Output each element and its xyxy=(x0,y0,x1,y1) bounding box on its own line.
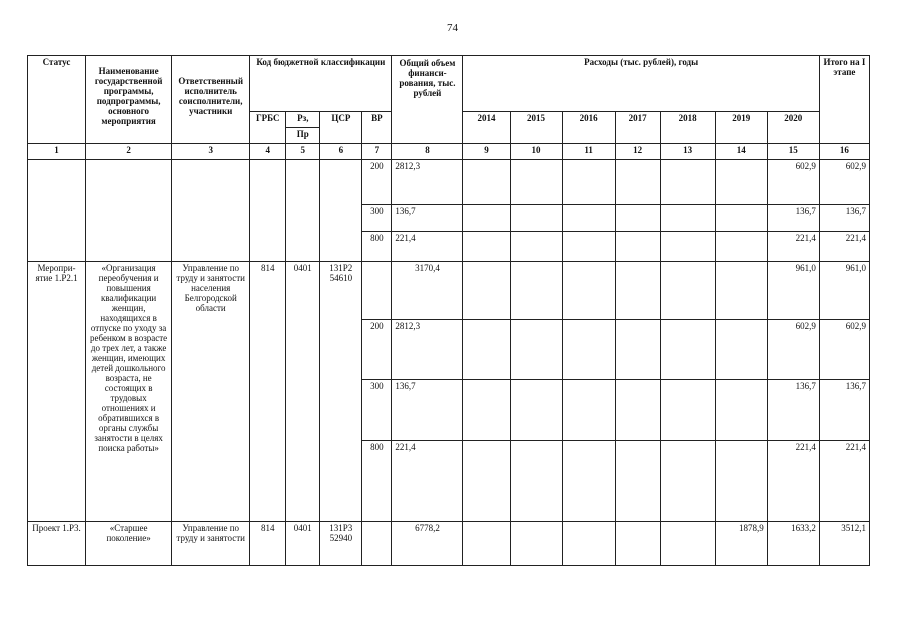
column-number: 10 xyxy=(510,144,562,160)
executor-cell: Управление по труду и занятости xyxy=(172,522,250,566)
total-cell: 136,7 xyxy=(392,380,463,441)
rz-cell: 0401 xyxy=(286,262,320,522)
status-cell: Проект 1.Р3. xyxy=(28,522,86,566)
vr-cell: 300 xyxy=(362,205,392,232)
year-2020-cell: 221,4 xyxy=(767,232,819,262)
header-csr: ЦСР xyxy=(320,112,362,144)
column-number: 6 xyxy=(320,144,362,160)
table-row xyxy=(28,262,870,320)
table-row xyxy=(28,522,870,566)
year-2019-cell: 1878,9 xyxy=(715,522,767,566)
vr-cell: 300 xyxy=(362,380,392,441)
header-itogo: Итого на I этапе xyxy=(819,56,869,144)
year-2020-cell: 602,9 xyxy=(767,160,819,205)
total-cell: 2812,3 xyxy=(392,320,463,380)
rz-cell: 0401 xyxy=(286,522,320,566)
table-row xyxy=(28,160,870,205)
column-number: 8 xyxy=(392,144,463,160)
column-number: 15 xyxy=(767,144,819,160)
vr-cell: 200 xyxy=(362,320,392,380)
year-2020-cell: 602,9 xyxy=(767,320,819,380)
vr-cell: 800 xyxy=(362,232,392,262)
year-2020-cell: 136,7 xyxy=(767,205,819,232)
total-cell: 3170,4 xyxy=(392,262,463,320)
column-number: 14 xyxy=(715,144,767,160)
vr-cell xyxy=(362,262,392,320)
total-cell: 221,4 xyxy=(392,232,463,262)
header-executor: Ответственный исполнитель соисполнители, участники xyxy=(172,56,250,144)
column-number: 12 xyxy=(615,144,660,160)
name-cell xyxy=(86,160,172,262)
rz-cell xyxy=(286,160,320,262)
header-name: Наименование государственной программы, подпрограммы, основного мероприятия xyxy=(86,56,172,144)
total-cell: 136,7 xyxy=(392,205,463,232)
column-number: 1 xyxy=(28,144,86,160)
column-number: 9 xyxy=(463,144,510,160)
itogo-cell: 602,9 xyxy=(819,320,869,380)
header-total-funding: Общий объем финанси-рования, тыс. рублей xyxy=(392,56,463,144)
itogo-cell: 961,0 xyxy=(819,262,869,320)
csr-cell: 131Р2 54610 xyxy=(320,262,362,522)
header-year: 2016 xyxy=(562,112,615,144)
status-cell: Меропри-ятие 1.Р2.1 xyxy=(28,262,86,522)
year-2020-cell: 221,4 xyxy=(767,441,819,522)
grbs-cell: 814 xyxy=(250,522,286,566)
itogo-cell: 136,7 xyxy=(819,205,869,232)
itogo-cell: 602,9 xyxy=(819,160,869,205)
header-grbs: ГРБС xyxy=(250,112,286,144)
itogo-cell: 3512,1 xyxy=(819,522,869,566)
itogo-cell: 221,4 xyxy=(819,441,869,522)
header-year: 2019 xyxy=(715,112,767,144)
header-year: 2014 xyxy=(463,112,510,144)
header-pr: Пр xyxy=(286,128,320,144)
column-number: 3 xyxy=(172,144,250,160)
header-year: 2018 xyxy=(660,112,715,144)
year-2020-cell: 1633,2 xyxy=(767,522,819,566)
year-2020-cell: 136,7 xyxy=(767,380,819,441)
executor-cell: Управление по труду и занятости населения Белгородской области xyxy=(172,262,250,522)
column-number: 13 xyxy=(660,144,715,160)
vr-cell: 800 xyxy=(362,441,392,522)
year-2020-cell: 961,0 xyxy=(767,262,819,320)
header-expenses: Расходы (тыс. рублей), годы xyxy=(463,56,819,112)
csr-cell: 131Р3 52940 xyxy=(320,522,362,566)
header-rz: Рз, xyxy=(286,112,320,128)
column-number: 2 xyxy=(86,144,172,160)
itogo-cell: 221,4 xyxy=(819,232,869,262)
vr-cell xyxy=(362,522,392,566)
header-status: Статус xyxy=(28,56,86,144)
executor-cell xyxy=(172,160,250,262)
column-number: 11 xyxy=(562,144,615,160)
column-number: 7 xyxy=(362,144,392,160)
name-cell: «Старшее поколение» xyxy=(86,522,172,566)
total-cell: 2812,3 xyxy=(392,160,463,205)
budget-table xyxy=(27,55,870,566)
header-year: 2017 xyxy=(615,112,660,144)
grbs-cell xyxy=(250,160,286,262)
csr-cell xyxy=(320,160,362,262)
vr-cell: 200 xyxy=(362,160,392,205)
column-number: 4 xyxy=(250,144,286,160)
name-cell: «Организация переобучения и повышения квалификации женщин, находящихся в отпуске по уходу за ребенком в возрасте до трех лет, а также женщин, имеющих детей дошкольного возраста, не состоящих в трудовых отношениях и обратившихся в органы службы занятости в целях поиска работы» xyxy=(86,262,172,522)
total-cell: 221,4 xyxy=(392,441,463,522)
status-cell xyxy=(28,160,86,262)
total-cell: 6778,2 xyxy=(392,522,463,566)
header-year: 2020 xyxy=(767,112,819,144)
header-vr: ВР xyxy=(362,112,392,144)
page-number: 74 xyxy=(447,22,458,34)
itogo-cell: 136,7 xyxy=(819,380,869,441)
column-number: 5 xyxy=(286,144,320,160)
grbs-cell: 814 xyxy=(250,262,286,522)
header-year: 2015 xyxy=(510,112,562,144)
column-number: 16 xyxy=(819,144,869,160)
header-budget-code: Код бюджетной классификации xyxy=(250,56,392,112)
